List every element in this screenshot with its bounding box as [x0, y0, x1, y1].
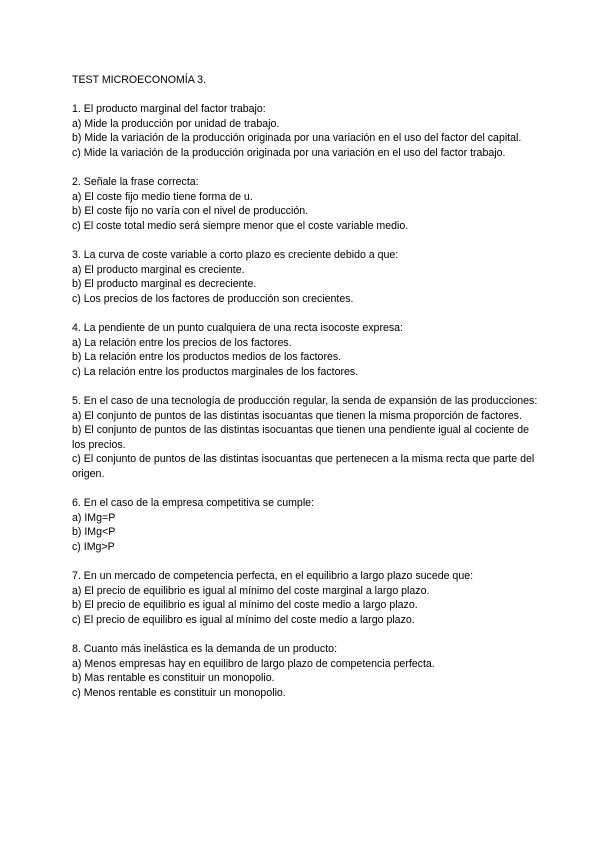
- option-a: a) El coste fijo medio tiene forma de u.: [72, 190, 253, 203]
- option-b: b) Mide la variación de la producción originada por una variación en el uso del factor del capital.: [72, 132, 522, 145]
- option-b: b) El producto marginal es decreciente.: [72, 278, 257, 291]
- question-text: 5. En el caso de una tecnología de producción regular, la senda de expansión de las producciones:: [72, 395, 538, 408]
- question-text: 8. Cuanto más inelástica es la demanda de un producto:: [72, 643, 338, 656]
- option-c: c) El coste total medio será siempre menor que el coste variable medio.: [72, 219, 409, 232]
- question-text: 4. La pendiente de un punto cualquiera de una recta isocoste expresa:: [72, 322, 403, 335]
- option-b: b) El coste fijo no varía con el nivel de producción.: [72, 205, 309, 218]
- question-text: 7. En un mercado de competencia perfecta, en el equilibrio a largo plazo sucede que:: [72, 570, 474, 583]
- question-8: [72, 642, 542, 700]
- question-1: [72, 102, 542, 160]
- option-c: c) Los precios de los factores de producción son crecientes.: [72, 292, 354, 305]
- document-title: TEST MICROECONOMÍA 3.: [72, 74, 207, 86]
- option-b: b) El conjunto de puntos de las distintas isocuantas que tienen una pendiente igual al cociente de los precios.: [72, 424, 530, 451]
- option-c: c) El conjunto de puntos de las distintas isocuantas que pertenecen a la misma recta que parte del origen.: [72, 453, 535, 481]
- option-c: c) La relación entre los productos marginales de los factores.: [72, 365, 359, 378]
- option-a: a) La relación entre los precios de los factores.: [72, 336, 292, 349]
- option-b: b) La relación entre los productos medios de los factores.: [72, 351, 342, 364]
- option-a: a) Menos empresas hay en equilibro de largo plazo de competencia perfecta.: [72, 657, 435, 670]
- question-5: [72, 394, 542, 482]
- option-a: a) Mide la producción por unidad de trabajo.: [72, 117, 280, 130]
- option-b: b) Mas rentable es constituir un monopolio.: [72, 672, 275, 685]
- document-content: [72, 73, 542, 715]
- option-c: c) El precio de equilibro es igual al mínimo del coste medio a largo plazo.: [72, 613, 415, 626]
- question-3: [72, 248, 542, 306]
- question-text: 3. La curva de coste variable a corto plazo es creciente debido a que:: [72, 249, 399, 262]
- option-c: c) Mide la variación de la producción originada por una variación en el uso del factor trabajo.: [72, 146, 506, 159]
- question-text: 6. En el caso de la empresa competitiva se cumple:: [72, 497, 315, 510]
- question-text: 2. Señale la frase correcta:: [72, 176, 199, 189]
- option-a: a) El conjunto de puntos de las distintas isocuantas que tienen la misma proporción de factores.: [72, 409, 522, 422]
- question-7: [72, 569, 542, 627]
- option-b: b) El precio de equilibrio es igual al mínimo del coste medio a largo plazo.: [72, 599, 418, 612]
- option-a: a) El precio de equilibrio es igual al mínimo del coste marginal a largo plazo.: [72, 584, 430, 597]
- option-c: c) IMg>P: [72, 541, 115, 553]
- option-b: b) IMg<P: [72, 526, 116, 539]
- option-a: a) El producto marginal es creciente.: [72, 263, 245, 276]
- question-6: [72, 496, 542, 554]
- question-2: [72, 175, 542, 233]
- option-c: c) Menos rentable es constituir un monopolio.: [72, 686, 286, 699]
- question-4: [72, 321, 542, 379]
- option-a: a) IMg=P: [72, 511, 116, 524]
- question-text: 1. El producto marginal del factor trabajo:: [72, 103, 266, 116]
